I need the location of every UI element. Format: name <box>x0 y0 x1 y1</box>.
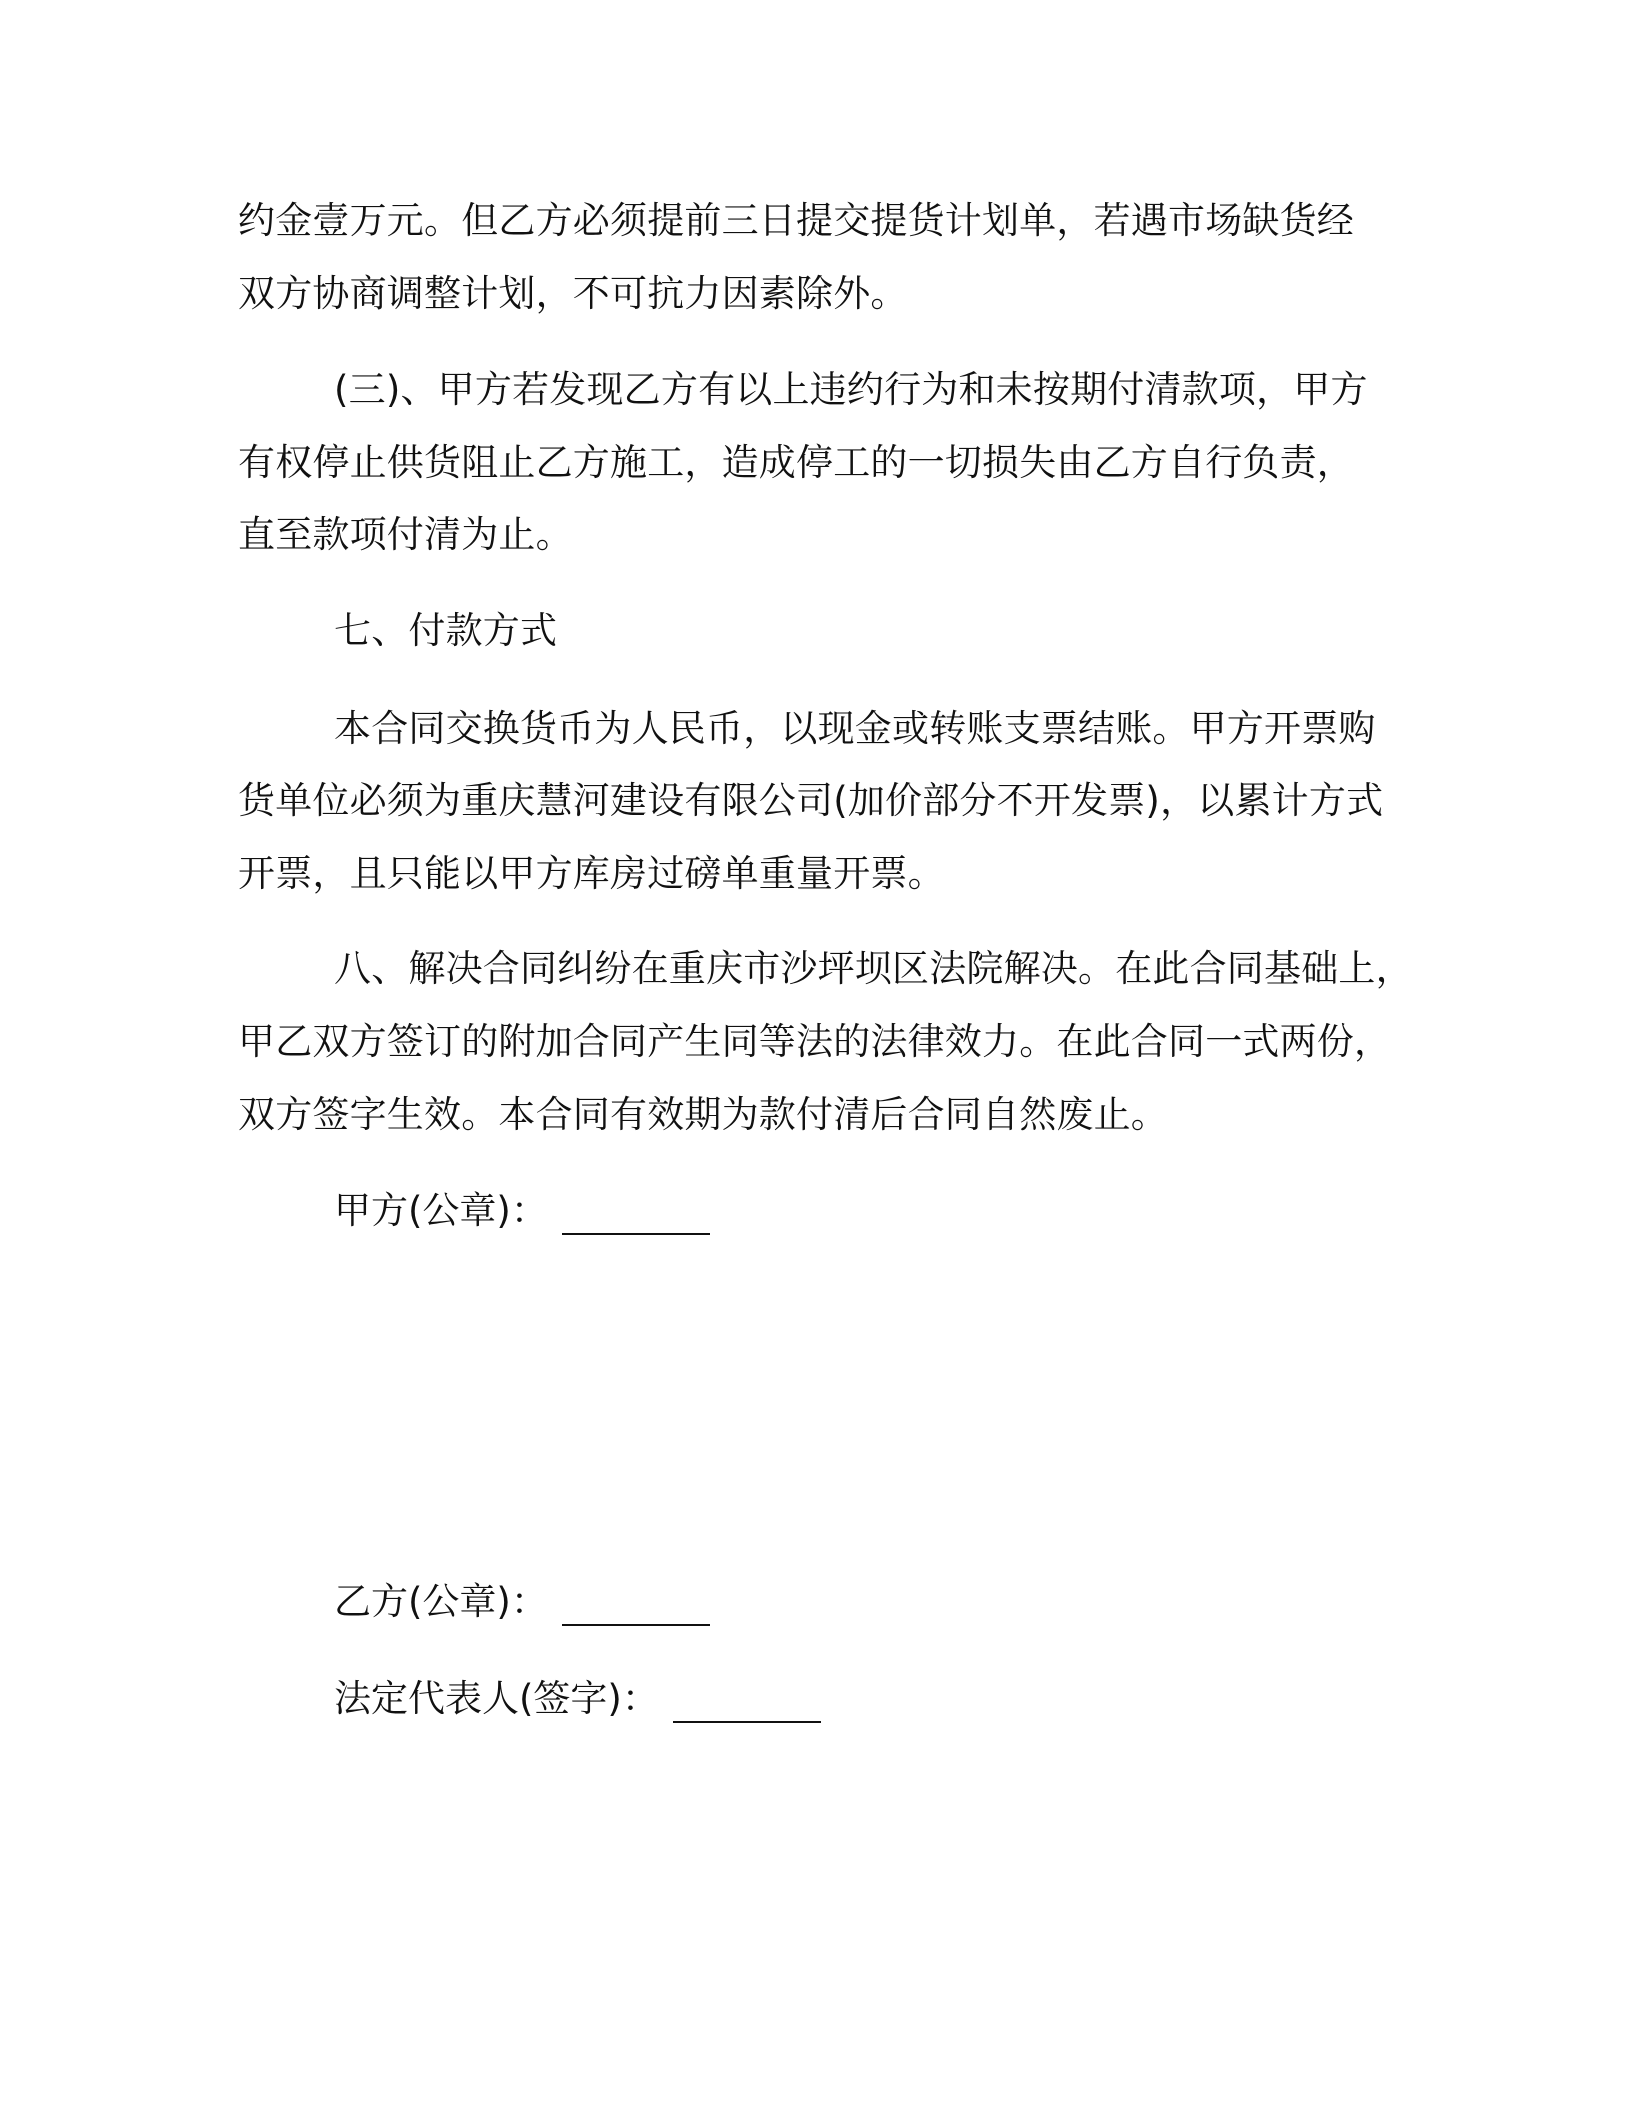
party-a-signature-line <box>562 1197 710 1235</box>
paragraph-line: 本合同交换货币为人民币，以现金或转账支票结账。甲方开票购 <box>334 707 1376 750</box>
paragraph-line: 甲乙双方签订的附加合同产生同等法的法律效力。在此合同一式两份， <box>238 1020 1392 1063</box>
paragraph-line: 货单位必须为重庆慧河建设有限公司(加价部分不开发票)，以累计方式 <box>238 779 1384 822</box>
legal-rep-signature <box>334 1675 821 1723</box>
party-a-label: 甲方(公章)： <box>334 1189 548 1232</box>
party-b-signature <box>334 1578 710 1626</box>
legal-rep-signature-line <box>673 1685 821 1723</box>
paragraph-line: 双方协商调整计划，不可抗力因素除外。 <box>238 272 908 315</box>
paragraph-line: 八、解决合同纠纷在重庆市沙坪坝区法院解决。在此合同基础上， <box>334 947 1413 990</box>
legal-rep-label: 法定代表人(签字)： <box>334 1677 659 1720</box>
paragraph-line: 有权停止供货阻止乙方施工，造成停工的一切损失由乙方自行负责， <box>238 441 1354 484</box>
party-b-label: 乙方(公章)： <box>334 1580 548 1623</box>
paragraph-line: 开票，且只能以甲方库房过磅单重量开票。 <box>238 852 945 895</box>
section-heading: 七、付款方式 <box>334 609 558 652</box>
paragraph-line: (三)、甲方若发现乙方有以上违约行为和未按期付清款项，甲方 <box>334 368 1368 411</box>
party-a-signature <box>334 1187 710 1235</box>
paragraph-line: 双方签字生效。本合同有效期为款付清后合同自然废止。 <box>238 1093 1168 1136</box>
party-b-signature-line <box>562 1588 710 1626</box>
paragraph-line: 直至款项付清为止。 <box>238 513 573 556</box>
paragraph-line: 约金壹万元。但乙方必须提前三日提交提货计划单，若遇市场缺货经 <box>238 199 1354 242</box>
